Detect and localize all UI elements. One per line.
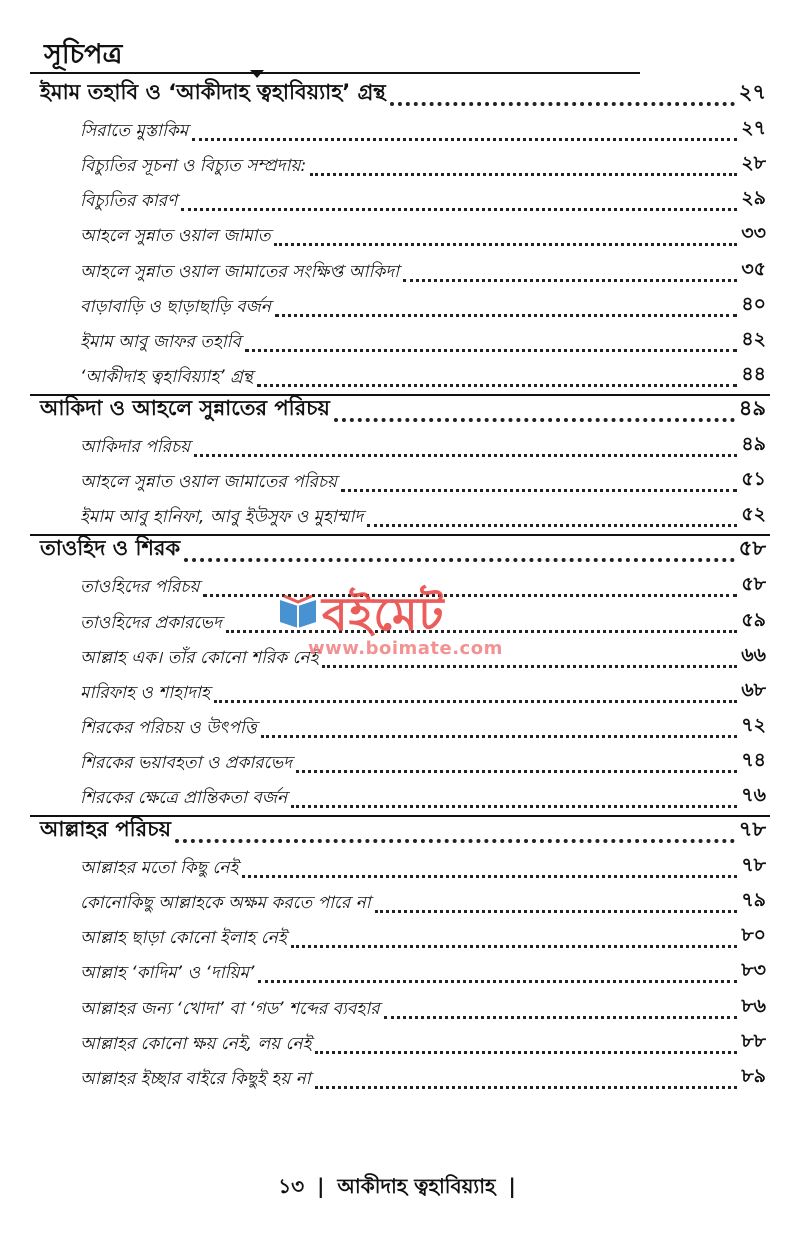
toc-section-row: [0, 78, 800, 113]
toc-entry-row: [0, 675, 800, 710]
toc-page-number: ৭৯: [741, 889, 766, 912]
dot-leader: [384, 1016, 738, 1019]
toc-title: আল্লাহ এক। তাঁর কোনো শরিক নেই: [80, 647, 319, 668]
toc-page-number: ৪৯: [738, 395, 766, 420]
toc-title: আল্লাহর জন্য ‘খোদা’ বা ‘গড’ শব্দের ব্যবহার: [80, 998, 380, 1019]
dot-leader: [192, 138, 737, 141]
toc-page-number: ৪২: [741, 327, 766, 350]
dot-leader: [257, 384, 737, 387]
toc-title: আল্লাহর পরিচয়: [40, 817, 171, 842]
footer-book-title: আকীদাহ ত্বহাবিয়্যাহ: [337, 1174, 496, 1198]
toc-entry-row: [0, 850, 800, 885]
toc-entry-row: [0, 990, 800, 1025]
toc-title: তাওহিদের পরিচয়: [80, 577, 200, 598]
toc-title: বিচ্যুতির কারণ: [80, 191, 178, 212]
toc-title: মারিফাহ ও শাহাদাহ: [80, 682, 210, 703]
footer-page-number: ১৩: [278, 1174, 305, 1198]
toc-title: তাওহিদ ও শিরক: [40, 536, 181, 561]
toc-page-number: ৪০: [741, 292, 766, 315]
toc-entry-row: [0, 710, 800, 745]
toc-title: ইমাম তহাবি ও ‘আকীদাহ ত্বহাবিয়্যাহ’ গ্রন্থ: [40, 80, 386, 105]
toc-page-number: ৮৬: [741, 994, 766, 1017]
toc-page-number: ৪৯: [741, 433, 766, 456]
dot-leader: [315, 1051, 737, 1054]
toc-section-row: [0, 534, 800, 569]
toc-title: আহলে সুন্নাত ওয়াল জামাত: [80, 226, 271, 247]
toc-page-number: ৭৬: [741, 783, 766, 806]
toc-page-number: ৬৮: [741, 678, 766, 701]
toc-page-number: ৭৮: [741, 854, 766, 877]
page-title: সূচিপত্র: [44, 39, 123, 70]
dot-leader: [274, 243, 737, 246]
toc-page-number: ৫৯: [741, 608, 766, 631]
toc-title: আল্লাহর ইচ্ছার বাইরে কিছুই হয় না: [80, 1068, 311, 1089]
toc-entry-row: [0, 183, 800, 218]
toc-page-number: ৮৩: [741, 959, 766, 982]
toc-page-number: ৭২: [741, 713, 766, 736]
toc-title: বাড়াবাড়ি ও ছাড়াছাড়ি বর্জন: [80, 296, 271, 317]
toc-page-number: ৫১: [741, 468, 766, 491]
dot-leader: [341, 489, 737, 492]
toc-title: ইমাম আবু হানিফা, আবু ইউসুফ ও মুহাম্মাদ: [80, 507, 364, 528]
toc-entry-row: [0, 253, 800, 288]
toc-title: আহলে সুন্নাত ওয়াল জামাতের পরিচয়: [80, 472, 338, 493]
toc-page-number: ৮৯: [741, 1064, 766, 1087]
toc-entry-row: [0, 324, 800, 359]
dot-leader: [245, 349, 737, 352]
toc-entry-row: [0, 920, 800, 955]
toc-title: বিচ্যুতির সূচনা ও বিচ্যুত সম্প্রদায়:: [80, 156, 307, 177]
toc-entry-row: [0, 218, 800, 253]
watermark: [278, 586, 528, 666]
dot-leader: [184, 558, 735, 562]
toc-entry-row: [0, 780, 800, 815]
toc-page-number: ২৮: [741, 152, 766, 175]
dot-leader: [291, 805, 737, 808]
toc-title: আহলে সুন্নাত ওয়াল জামাতের সংক্ষিপ্ত আকিদা: [80, 261, 400, 282]
toc-entry-row: [0, 289, 800, 324]
dot-leader: [310, 173, 737, 176]
section-divider: [30, 394, 770, 396]
header: [30, 28, 650, 78]
dot-leader: [375, 910, 738, 913]
footer-separator-end: |: [508, 1174, 516, 1198]
toc-title: সিরাতে মুস্তাকিম: [80, 121, 189, 142]
toc-title: তাওহিদের প্রকারভেদ: [80, 612, 222, 633]
toc-title: আল্লাহ ‘কাদিম’ ও ‘দায়িম’: [80, 963, 255, 984]
dot-leader: [275, 314, 737, 317]
dot-leader: [296, 770, 737, 773]
toc-page-number: ৮০: [741, 924, 766, 947]
footer: [0, 1172, 800, 1205]
toc-page-number: ৫৮: [741, 573, 766, 596]
toc-entry-row: [0, 148, 800, 183]
toc-entry-row: [0, 745, 800, 780]
toc-entry-row: [0, 499, 800, 534]
toc-entry-row: [0, 1026, 800, 1061]
toc-page-number: ৫৮: [738, 536, 766, 561]
toc-title: ‘আকীদাহ ত্বহাবিয়্যাহ’ গ্রন্থ: [80, 366, 253, 387]
toc-page-number: ৭৮: [738, 817, 766, 842]
toc-entry-row: [0, 429, 800, 464]
toc-title: আল্লাহর কোনো ক্ষয় নেই, লয় নেই: [80, 1033, 312, 1054]
dot-leader: [334, 418, 735, 422]
book-icon: [278, 594, 318, 628]
dot-leader: [242, 875, 737, 878]
dot-leader: [175, 839, 735, 843]
toc-page-number: ২৭: [738, 80, 766, 105]
footer-separator: |: [317, 1174, 325, 1198]
toc-page-number: ৩৫: [741, 257, 766, 280]
dot-leader: [390, 102, 735, 106]
dot-leader: [261, 735, 737, 738]
header-rule: [30, 72, 640, 74]
toc-title: আল্লাহ ছাড়া কোনো ইলাহ নেই: [80, 928, 287, 949]
dot-leader: [258, 980, 737, 983]
toc-entry-row: [0, 1061, 800, 1096]
section-divider: [30, 815, 770, 817]
toc-page-number: ৭৪: [741, 748, 766, 771]
dot-leader: [403, 279, 737, 282]
toc-page-number: ৬৬: [741, 643, 766, 666]
toc-title: আকিদার পরিচয়: [80, 437, 191, 458]
toc-entry-row: [0, 955, 800, 990]
toc-page-number: ২৭: [741, 117, 766, 140]
toc-title: আকিদা ও আহলে সুন্নাতের পরিচয়: [40, 395, 330, 420]
toc-page-number: ৫২: [741, 503, 766, 526]
toc-title: ইমাম আবু জাফর তহাবি: [80, 331, 242, 352]
toc-page-number: ৩৩: [741, 222, 766, 245]
dot-leader: [214, 700, 737, 703]
toc-page-number: ২৯: [741, 187, 766, 210]
toc-title: শিরকের ভয়াবহতা ও প্রকারভেদ: [80, 752, 293, 773]
toc-section-row: [0, 394, 800, 429]
toc-title: শিরকের পরিচয় ও উৎপত্তি: [80, 717, 257, 738]
dot-leader: [181, 208, 737, 211]
toc-title: শিরকের ক্ষেত্রে প্রান্তিকতা বর্জন: [80, 787, 288, 808]
toc-page-number: ৪৪: [741, 362, 766, 385]
dot-leader: [367, 524, 737, 527]
dot-leader: [291, 945, 738, 948]
dot-leader: [315, 1086, 738, 1089]
watermark-brand: বইমেট: [322, 587, 445, 641]
toc-entry-row: [0, 113, 800, 148]
watermark-url: www.boimate.com: [308, 638, 503, 659]
toc-section-row: [0, 815, 800, 850]
toc-entry-row: [0, 359, 800, 394]
toc-title: কোনোকিছু আল্লাহকে অক্ষম করতে পারে না: [80, 893, 371, 914]
toc-entry-row: [0, 464, 800, 499]
dot-leader: [194, 454, 737, 457]
section-divider: [30, 534, 770, 536]
toc-page-number: ৮৮: [741, 1029, 766, 1052]
toc-title: আল্লাহর মতো কিছু নেই: [80, 858, 239, 879]
toc-entry-row: [0, 885, 800, 920]
